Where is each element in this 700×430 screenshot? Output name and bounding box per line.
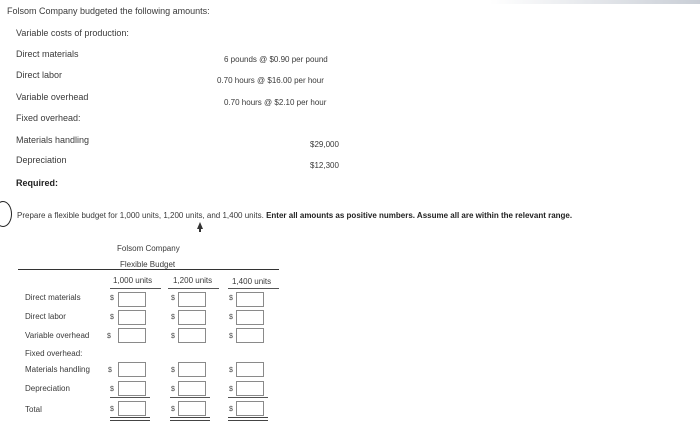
row-label-fixed-overhead: Fixed overhead: [25, 349, 83, 358]
input-variable-overhead-1400[interactable] [236, 328, 264, 343]
given-variable-overhead-detail: 0.70 hours @ $2.10 per hour [224, 98, 327, 107]
header-rule-1400 [228, 288, 279, 289]
dollar-sign: $ [110, 314, 114, 321]
budget-company-name: Folsom Company [117, 244, 180, 253]
dollar-sign: $ [171, 295, 175, 302]
dollar-sign: $ [110, 386, 114, 393]
table-top-rule [18, 269, 279, 270]
budget-title: Flexible Budget [120, 260, 176, 269]
subtotal-rule-1000 [110, 397, 150, 398]
dollar-sign: $ [110, 406, 114, 413]
given-depreciation-label: Depreciation [16, 155, 67, 165]
dollar-sign: $ [171, 367, 175, 374]
dollar-sign: $ [229, 314, 233, 321]
dollar-sign: $ [110, 295, 114, 302]
subtotal-rule-1400 [228, 397, 268, 398]
header-rule-1000 [110, 288, 161, 289]
dollar-sign: $ [171, 314, 175, 321]
row-label-variable-overhead: Variable overhead [25, 331, 90, 340]
dollar-sign: $ [108, 367, 112, 374]
header-rule-1200 [168, 288, 219, 289]
mouse-cursor-icon [197, 222, 203, 229]
dollar-sign: $ [229, 333, 233, 340]
fixed-overhead-heading: Fixed overhead: [16, 113, 81, 123]
input-total-1000[interactable] [118, 401, 146, 416]
instruction-text [17, 211, 572, 220]
input-direct-materials-1200[interactable] [178, 292, 206, 307]
given-materials-handling-amount: $29,000 [310, 140, 339, 149]
input-variable-overhead-1000[interactable] [118, 328, 146, 343]
given-variable-overhead-label: Variable overhead [16, 92, 89, 102]
dollar-sign: $ [229, 295, 233, 302]
given-direct-labor-label: Direct labor [16, 70, 63, 80]
row-label-materials-handling: Materials handling [25, 365, 90, 374]
input-direct-labor-1000[interactable] [118, 310, 146, 325]
input-total-1200[interactable] [178, 401, 206, 416]
dollar-sign: $ [171, 333, 175, 340]
input-depreciation-1400[interactable] [236, 381, 264, 396]
dollar-sign: $ [229, 406, 233, 413]
column-header-1400: 1,400 units [232, 277, 272, 286]
total-double-rule-1400 [228, 417, 268, 421]
dollar-sign: $ [107, 333, 111, 340]
given-direct-labor-detail: 0.70 hours @ $16.00 per hour [217, 76, 324, 85]
dollar-sign: $ [171, 386, 175, 393]
input-materials-handling-1400[interactable] [236, 362, 264, 377]
dollar-sign: $ [229, 367, 233, 374]
row-label-direct-materials: Direct materials [25, 293, 81, 302]
top-bar [0, 0, 700, 4]
input-materials-handling-1000[interactable] [118, 362, 146, 377]
input-depreciation-1000[interactable] [118, 381, 146, 396]
given-depreciation-amount: $12,300 [310, 161, 339, 170]
dollar-sign: $ [171, 406, 175, 413]
input-direct-materials-1000[interactable] [118, 292, 146, 307]
total-double-rule-1000 [110, 417, 150, 421]
row-label-total: Total [25, 405, 42, 414]
column-header-1000: 1,000 units [113, 276, 153, 285]
input-variable-overhead-1200[interactable] [178, 328, 206, 343]
input-direct-labor-1200[interactable] [178, 310, 206, 325]
column-header-1200: 1,200 units [173, 276, 213, 285]
required-label: Required: [16, 178, 59, 188]
instruction-plain: Prepare a flexible budget for 1,000 units, 1,200 units, and 1,400 units. [17, 211, 264, 220]
input-materials-handling-1200[interactable] [178, 362, 206, 377]
instruction-bold: Enter all amounts as positive numbers. Assume all are within the relevant range. [266, 211, 573, 220]
row-label-depreciation: Depreciation [25, 384, 70, 393]
input-direct-labor-1400[interactable] [236, 310, 264, 325]
variable-costs-heading: Variable costs of production: [16, 28, 129, 38]
problem-intro: Folsom Company budgeted the following amounts: [7, 6, 210, 16]
row-label-direct-labor: Direct labor [25, 312, 66, 321]
subtotal-rule-1200 [170, 397, 210, 398]
given-direct-materials-label: Direct materials [16, 49, 79, 59]
input-total-1400[interactable] [236, 401, 264, 416]
total-double-rule-1200 [170, 417, 210, 421]
given-direct-materials-detail: 6 pounds @ $0.90 per pound [224, 55, 328, 64]
requirement-marker-icon [0, 201, 12, 227]
input-depreciation-1200[interactable] [178, 381, 206, 396]
dollar-sign: $ [229, 386, 233, 393]
given-materials-handling-label: Materials handling [16, 135, 90, 145]
input-direct-materials-1400[interactable] [236, 292, 264, 307]
